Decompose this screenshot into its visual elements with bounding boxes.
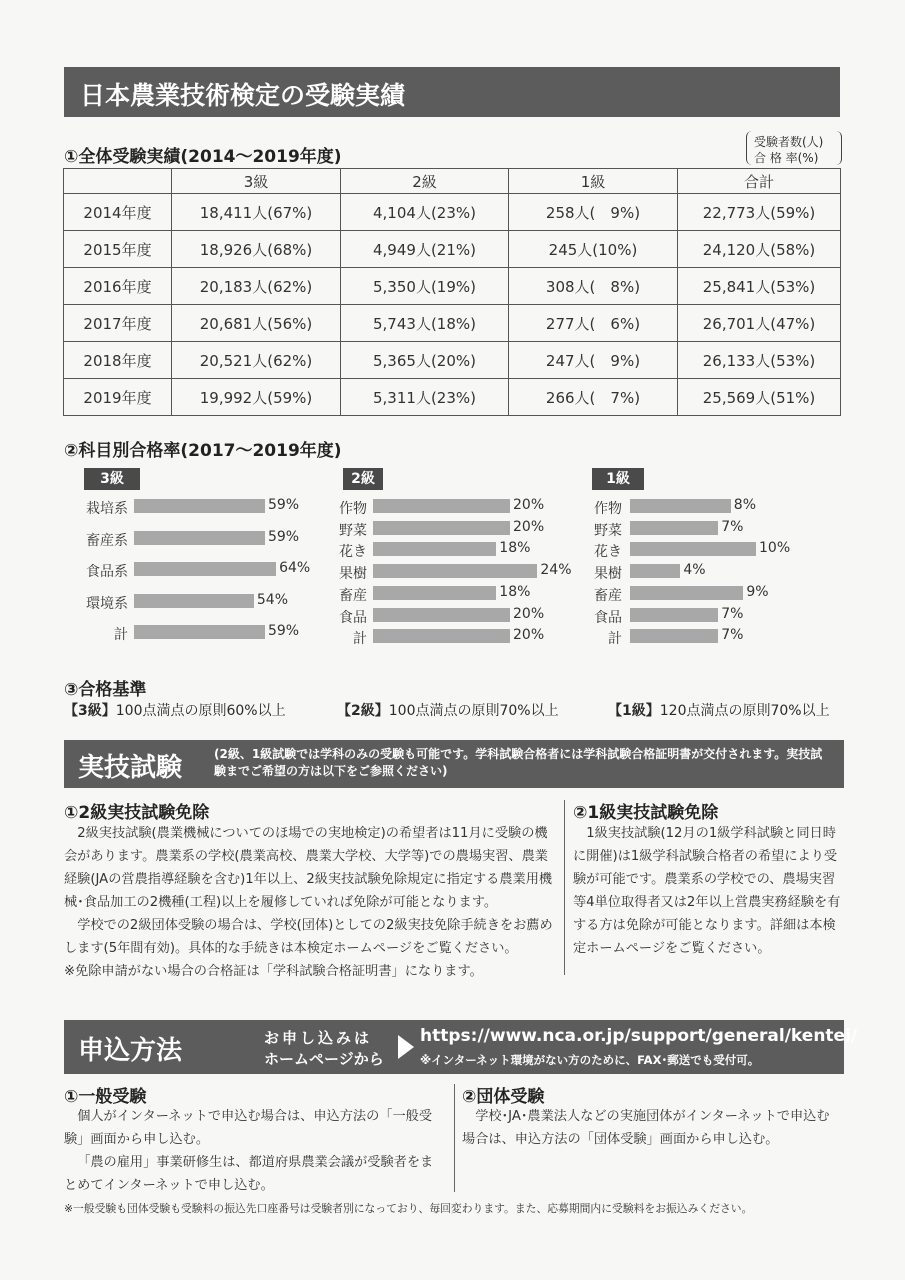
table-header-cell: 2級 xyxy=(341,169,509,194)
criteria-text: 100点満点の原則60%以上 xyxy=(115,703,286,719)
chart-category-label: 野菜 xyxy=(594,522,622,539)
table-cell: 258人( 9%) xyxy=(509,194,678,231)
apply-url-note: ※インターネット環境がない方のために、FAX･郵送でも受付可。 xyxy=(420,1053,760,1067)
chart-value-label: 18% xyxy=(499,540,531,557)
chart-grade-tag: 1級 xyxy=(592,468,644,490)
table-cell: 2019年度 xyxy=(64,379,172,416)
paragraph: 「農の雇用」事業研修生は、都道府県農業会議が受験者をまとめてインターネットで申し込む。 xyxy=(64,1155,434,1193)
chart-value-label: 20% xyxy=(513,497,545,513)
chart-category-label: 作物 xyxy=(594,501,622,517)
chart-grade-tag: 2級 xyxy=(343,468,383,490)
chart-bar xyxy=(373,521,510,535)
table-cell: 5,743人(18%) xyxy=(341,305,509,342)
criteria-grade: 【1級】 xyxy=(608,703,660,719)
table-cell: 4,104人(23%) xyxy=(341,194,509,231)
chart-category-label: 計 xyxy=(353,631,367,648)
column-divider xyxy=(564,800,565,975)
chart-bar xyxy=(373,586,496,600)
chart-value-label: 9% xyxy=(746,583,769,600)
paragraph: 個人がインターネットで申込む場合は、申込方法の「一般受験」画面から申し込む。 xyxy=(64,1109,433,1147)
chart-value-label: 20% xyxy=(513,605,545,622)
table-cell: 2017年度 xyxy=(64,305,172,342)
chart-bar xyxy=(134,499,265,513)
subheading-pass-criteria: ③合格基準 xyxy=(64,680,147,700)
paragraph: 学校での2級団体受験の場合は、学校(団体)としての2級実技免除手続きをお薦めします(5年間有効)。具体的な手続きは本検定ホームページをご覧ください。 xyxy=(64,918,553,956)
chart-category-label: 野菜 xyxy=(339,522,367,539)
table-row xyxy=(64,305,841,342)
chart-value-label: 59% xyxy=(267,528,300,545)
legend-line-examinees: 受験者数(人) xyxy=(754,135,824,149)
chart-category-label: 計 xyxy=(114,627,128,643)
footnote: ※一般受験も団体受験も受験料の振込先口座番号は受験者別になっており、毎回変わります。また、応募期間内に受験料をお振込みください。 xyxy=(64,1202,753,1215)
section-title-apply: 申込方法 xyxy=(78,1036,183,1066)
table-header-cell xyxy=(64,169,172,194)
paragraph: 1級実技試験(12月の1級学科試験と同日時に開催)は1級学科試験合格者の希望により受験が可能です。農業系の学校での、農場実習等4単位取得者又は2年以上営農実務経験を有する方は免除が可能となります。詳細は本検定ホームページをご覧ください。 xyxy=(573,826,841,956)
table-cell: 277人( 6%) xyxy=(509,305,678,342)
table-cell: 22,773人(59%) xyxy=(678,194,841,231)
chart-bar xyxy=(630,629,718,643)
chart-bar xyxy=(134,562,276,576)
subheading-grade1-exemption: ②1級実技試験免除 xyxy=(573,803,719,823)
table-cell: 18,411人(67%) xyxy=(172,194,341,231)
table-cell: 2014年度 xyxy=(64,194,172,231)
chart-category-label: 花き xyxy=(339,544,367,561)
chart-value-label: 59% xyxy=(267,497,300,513)
chart-value-label: 4% xyxy=(683,562,706,579)
chart-value-label: 59% xyxy=(267,623,300,639)
chart-category-label: 畜産 xyxy=(594,587,622,604)
chart-category-label: 環境系 xyxy=(86,595,128,612)
practical-note: (2級、1級試験では学科のみの受験も可能です。学科試験合格者には学科試験合格証明書が交付されます。実技試験までご希望の方は以下をご参照ください) xyxy=(214,747,823,778)
criteria-grade: 【2級】 xyxy=(337,703,389,719)
chart-category-label: 畜産系 xyxy=(86,532,128,549)
chart-category-label: 花き xyxy=(594,544,622,561)
table-cell: 2015年度 xyxy=(64,231,172,268)
criteria-text: 120点満点の原則70%以上 xyxy=(659,703,830,719)
table-cell: 20,521人(62%) xyxy=(172,342,341,379)
table-cell: 2016年度 xyxy=(64,268,172,305)
group-exam-text xyxy=(462,1105,842,1151)
table-row xyxy=(64,342,841,379)
subheading-subject-pass-rate: ②科目別合格率(2017〜2019年度) xyxy=(64,441,342,461)
chart-category-label: 果樹 xyxy=(594,566,622,583)
table-cell: 26,133人(53%) xyxy=(678,342,841,379)
chart-bar xyxy=(630,586,743,600)
chart-value-label: 20% xyxy=(513,627,545,644)
table-header-cell: 合計 xyxy=(678,169,841,194)
subheading-grade2-exemption: ①2級実技試験免除 xyxy=(64,803,210,823)
chart-value-label: 7% xyxy=(721,605,744,622)
subheading-group-exam: ②団体受験 xyxy=(462,1087,545,1107)
table-row xyxy=(64,194,841,231)
table-cell: 5,365人(20%) xyxy=(341,342,509,379)
table-cell: 19,992人(59%) xyxy=(172,379,341,416)
criteria-item xyxy=(337,700,559,720)
chart-bar xyxy=(134,594,254,608)
table-cell: 2018年度 xyxy=(64,342,172,379)
criteria-grade: 【3級】 xyxy=(64,703,116,719)
chart-value-label: 64% xyxy=(279,560,311,576)
table-cell: 25,841人(53%) xyxy=(678,268,841,305)
section-banner-practical xyxy=(64,740,844,788)
paragraph: 2級実技試験(農業機械についてのほ場での実地検定)の希望者は11月に受験の機会があります。農業系の学校(農業高校、農業大学校、大学等)での農場実習、農業経験(JAの営農指導経験を含む)1年以上、2級実技試験免除規定に指定する農業用機械･食品加工の2機種(工程)以上を履修していれば免除が可能となります。 xyxy=(64,826,553,910)
chart-category-label: 作物 xyxy=(339,501,367,517)
legend-line-pass-rate: 合 格 率(%) xyxy=(754,151,819,165)
chart-bar xyxy=(630,564,680,578)
apply-label-line2: ホームページから xyxy=(264,1050,384,1068)
subheading-overall-results: ①全体受験実績(2014〜2019年度) xyxy=(64,147,342,167)
chart-category-label: 畜産 xyxy=(339,587,367,604)
criteria-item xyxy=(64,700,286,720)
column-divider xyxy=(454,1084,455,1192)
section-banner-apply xyxy=(64,1020,858,1074)
chart-bar xyxy=(630,499,731,513)
chart-bar xyxy=(630,608,718,622)
chart-value-label: 18% xyxy=(499,583,531,600)
chart-bar xyxy=(373,629,510,643)
chart-grade-tag: 3級 xyxy=(84,468,140,490)
table-cell: 25,569人(51%) xyxy=(678,379,841,416)
chart-value-label: 20% xyxy=(513,518,545,535)
table-cell: 18,926人(68%) xyxy=(172,231,341,268)
chart-bar xyxy=(134,625,265,639)
table-cell: 266人( 7%) xyxy=(509,379,678,416)
table-cell: 20,681人(56%) xyxy=(172,305,341,342)
paragraph: 学校･JA･農業法人などの実施団体がインターネットで申込む場合は、申込方法の「団体受験」画面から申し込む。 xyxy=(462,1109,830,1147)
chart-bar xyxy=(373,542,496,556)
apply-label-line1: お申し込みは xyxy=(264,1029,373,1047)
table-cell: 308人( 8%) xyxy=(509,268,678,305)
subheading-general-exam: ①一般受験 xyxy=(64,1087,147,1107)
table-cell: 245人(10%) xyxy=(509,231,678,268)
table-cell: 247人( 9%) xyxy=(509,342,678,379)
paragraph: ※免除申請がない場合の合格証は「学科試験合格証明書」になります。 xyxy=(64,964,483,979)
chart-value-label: 10% xyxy=(759,540,791,557)
table-cell: 4,949人(21%) xyxy=(341,231,509,268)
table-cell: 20,183人(62%) xyxy=(172,268,341,305)
table-header-cell: 1級 xyxy=(509,169,678,194)
chart-category-label: 食品系 xyxy=(86,564,128,580)
chart-bar xyxy=(373,564,537,578)
table-row xyxy=(64,379,841,416)
table-header-row xyxy=(64,169,841,194)
table-header-cell: 3級 xyxy=(172,169,341,194)
chart-category-label: 食品 xyxy=(339,609,367,626)
section-banner-results xyxy=(64,67,840,117)
chart-value-label: 54% xyxy=(256,591,288,608)
chart-value-label: 7% xyxy=(721,518,744,535)
chart-category-label: 果樹 xyxy=(339,566,367,583)
chart-bar xyxy=(373,499,510,513)
apply-url-link[interactable]: https://www.nca.or.jp/support/general/kentei/ xyxy=(420,1026,858,1046)
table-cell: 26,701人(47%) xyxy=(678,305,841,342)
grade1-exemption-text xyxy=(573,822,843,960)
chart-category-label: 食品 xyxy=(594,609,622,626)
general-exam-text xyxy=(64,1105,446,1197)
chart-bar xyxy=(630,542,756,556)
table-cell: 5,311人(23%) xyxy=(341,379,509,416)
criteria-text: 100点満点の原則70%以上 xyxy=(388,703,559,719)
results-table xyxy=(63,168,841,416)
section-title-results: 日本農業技術検定の受験実績 xyxy=(80,81,406,110)
chart-bar xyxy=(134,531,265,545)
chart-category-label: 栽培系 xyxy=(86,501,128,517)
table-cell: 5,350人(19%) xyxy=(341,268,509,305)
table-row xyxy=(64,268,841,305)
section-title-practical: 実技試験 xyxy=(78,753,183,783)
chart-bar xyxy=(373,608,510,622)
grade2-exemption-text xyxy=(64,822,554,983)
arrow-right-icon xyxy=(398,1035,414,1059)
criteria-item xyxy=(608,700,830,720)
chart-value-label: 7% xyxy=(721,627,744,644)
chart-value-label: 8% xyxy=(733,497,757,513)
table-cell: 24,120人(58%) xyxy=(678,231,841,268)
chart-value-label: 24% xyxy=(540,562,572,579)
chart-category-label: 計 xyxy=(608,631,622,648)
table-row xyxy=(64,231,841,268)
chart-bar xyxy=(630,521,718,535)
